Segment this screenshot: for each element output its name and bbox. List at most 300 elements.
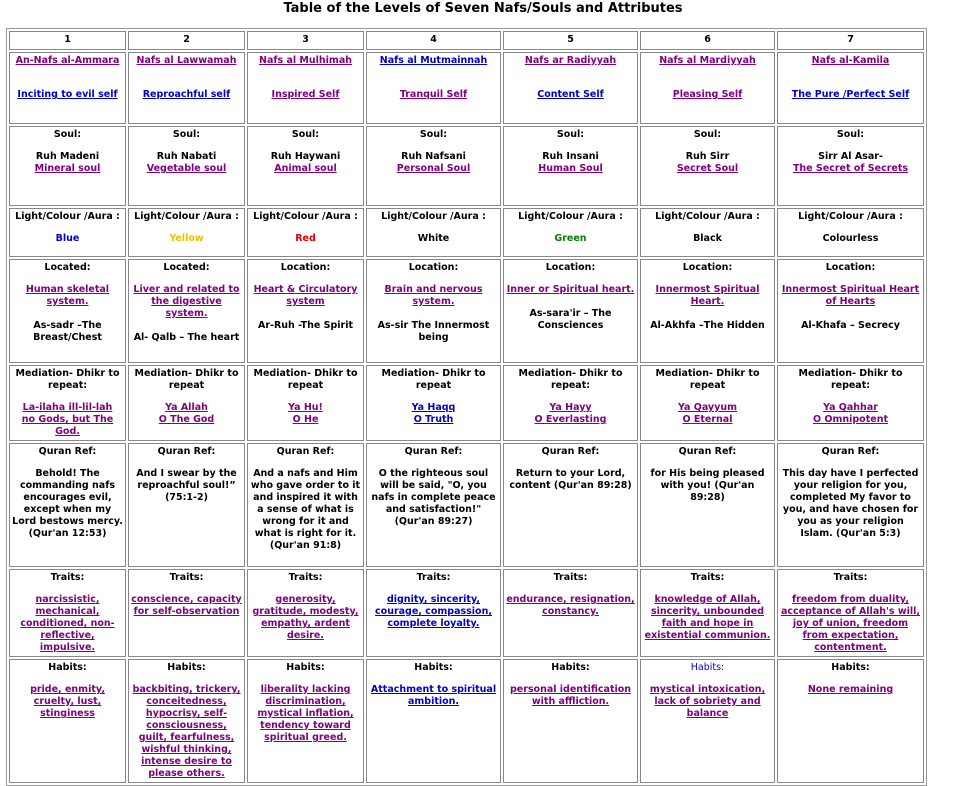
spacer (369, 141, 498, 151)
traits-link[interactable]: conscience, capacity for self-observation (131, 594, 242, 617)
soul-name: Ruh Insani (542, 151, 599, 162)
nafs-meaning-link[interactable]: Inciting to evil self (17, 89, 118, 100)
spacer (506, 223, 635, 233)
cell-quran-3 (247, 443, 364, 567)
location-text: Al-Khafa – Secrecy (801, 320, 900, 331)
habits-link[interactable]: None remaining (807, 684, 894, 695)
quran-label: Quran Ref: (157, 446, 216, 457)
soul-name: Ruh Madeni (35, 151, 100, 162)
cell-soul-6 (640, 126, 775, 206)
location-text: Ar-Ruh -The Spirit (257, 320, 354, 331)
location-text: Al- Qalb – The heart (133, 332, 240, 343)
location-link-wrap (780, 284, 921, 308)
spacer (12, 584, 123, 594)
cell-traits-1 (9, 569, 126, 657)
spacer (643, 274, 772, 284)
nafs-name-link[interactable]: Nafs al Lawwamah (136, 55, 237, 66)
nafs-meaning-link[interactable]: Inspired Self (271, 89, 340, 100)
spacer (643, 674, 772, 684)
cell-name-7 (777, 52, 924, 124)
cell-dhikr-7 (777, 365, 924, 441)
soul-meaning-link[interactable]: Personal Soul (396, 163, 471, 174)
table-row-light (9, 208, 924, 257)
habits-label: Habits: (414, 662, 453, 673)
spacer (780, 584, 921, 594)
cell-light-3 (247, 208, 364, 257)
cell-loc-3 (247, 259, 364, 363)
cell-dhikr-4 (366, 365, 501, 441)
cell-quran-2 (128, 443, 245, 567)
spacer (506, 141, 635, 151)
dhikr-line-wrap (131, 414, 242, 426)
cell-dhikr-1 (9, 365, 126, 441)
light-colour-value: Blue (55, 233, 80, 244)
spacer (250, 674, 361, 684)
habits-label: Habits: (48, 662, 87, 673)
spacer (131, 584, 242, 594)
location-label: Located: (44, 262, 91, 273)
spacer (12, 392, 123, 402)
habits-link[interactable]: personal identification with affliction. (509, 684, 632, 707)
cell-habits-2 (128, 659, 245, 783)
spacer (131, 67, 242, 77)
spacer (250, 458, 361, 468)
spacer (780, 67, 921, 77)
quran-reference: And I swear by the reproachful soul!” (75:1-2) (136, 468, 237, 503)
dhikr-meaning-link[interactable]: O The God (158, 414, 215, 425)
spacer (506, 674, 635, 684)
dhikr-line-wrap (643, 414, 772, 426)
spacer (131, 674, 242, 684)
spacer (780, 141, 921, 151)
cell-dhikr-3 (247, 365, 364, 441)
cell-name-6 (640, 52, 775, 124)
cell-name-3 (247, 52, 364, 124)
cell-loc-2 (128, 259, 245, 363)
quran-reference: Behold! The commanding nafs encourages evil, except when my Lord bestows mercy. (Qur'an 12:53) (12, 468, 123, 539)
soul-label: Soul: (836, 129, 865, 140)
quran-reference: for His being pleased with you! (Qur'an 89:28) (650, 468, 765, 503)
location-text: As-sadr –The Breast/Chest (33, 320, 102, 343)
habits-link[interactable]: pride, enmity, cruelty, lust, stinginess (30, 684, 105, 719)
spacer (131, 392, 242, 402)
soul-meaning-link[interactable]: Animal soul (274, 163, 337, 174)
dhikr-line-wrap (780, 402, 921, 414)
traits-link[interactable]: freedom from duality, acceptance of Allah's will, joy of union, freedom from expectation, contentment. (780, 594, 921, 653)
habits-label: Habits: (831, 662, 870, 673)
soul-name: Ruh Nabati (156, 151, 217, 162)
dhikr-label: Mediation- Dhikr to repeat (253, 368, 358, 391)
cell-quran-7 (777, 443, 924, 567)
spacer (369, 223, 498, 233)
dhikr-line-wrap (250, 414, 361, 426)
soul-label: Soul: (556, 129, 585, 140)
cell-light-5 (503, 208, 638, 257)
spacer (369, 392, 498, 402)
spacer (780, 308, 921, 320)
traits-label: Traits: (169, 572, 204, 583)
dhikr-line-wrap (369, 414, 498, 426)
traits-label: Traits: (416, 572, 451, 583)
soul-meaning-link[interactable]: Human Soul (538, 163, 603, 174)
cell-name-4 (366, 52, 501, 124)
quran-label: Quran Ref: (276, 446, 335, 457)
quran-label: Quran Ref: (821, 446, 880, 457)
nafs-name-link[interactable]: Nafs ar Radiyyah (524, 55, 617, 66)
table-row-quran (9, 443, 924, 567)
spacer (12, 141, 123, 151)
spacer (12, 77, 123, 89)
dhikr-meaning-link[interactable]: O He (292, 414, 319, 425)
spacer (250, 392, 361, 402)
soul-meaning-wrap (12, 163, 123, 175)
nafs-name-link[interactable]: An-Nafs al-Ammara (15, 55, 120, 66)
nafs-meaning-link[interactable]: Tranquil Self (399, 89, 468, 100)
dhikr-line-wrap (506, 402, 635, 414)
dhikr-meaning-link[interactable]: no Gods, but The God. (21, 414, 114, 437)
spacer (250, 67, 361, 77)
cell-traits-3 (247, 569, 364, 657)
soul-meaning-link[interactable]: Mineral soul (34, 163, 101, 174)
soul-meaning-wrap (250, 163, 361, 175)
spacer (369, 274, 498, 284)
traits-link[interactable]: endurance, resignation, constancy. (506, 594, 635, 617)
soul-meaning-link[interactable]: The Secret of Secrets (792, 163, 909, 174)
quran-label: Quran Ref: (404, 446, 463, 457)
spacer (780, 674, 921, 684)
quran-label: Quran Ref: (541, 446, 600, 457)
traits-label: Traits: (50, 572, 85, 583)
cell-light-2 (128, 208, 245, 257)
traits-link[interactable]: narcissistic, mechanical, conditioned, non-reflective, impulsive. (20, 594, 115, 653)
table-row-loc (9, 259, 924, 363)
nafs-meaning-link[interactable]: Content Self (537, 89, 604, 100)
cell-soul-4 (366, 126, 501, 206)
spacer (506, 458, 635, 468)
nafs-meaning-link[interactable]: Pleasing Self (672, 89, 743, 100)
light-label: Light/Colour /Aura : (798, 211, 903, 222)
soul-meaning-wrap (780, 163, 921, 175)
habits-link[interactable]: mystical intoxication, lack of sobriety and balance (649, 684, 766, 719)
dhikr-phrase-link[interactable]: Ya Qayyum (678, 402, 737, 413)
spacer (12, 674, 123, 684)
table-row-soul (9, 126, 924, 206)
spacer (250, 308, 361, 320)
nafs-name-link[interactable]: Nafs al Mulhimah (259, 55, 352, 66)
spacer (643, 308, 772, 320)
habits-link[interactable]: liberality lacking discrimination, mystical inflation, tendency toward spiritual greed. (257, 684, 354, 743)
light-label: Light/Colour /Aura : (253, 211, 358, 222)
table-row-traits (9, 569, 924, 657)
column-number: 2 (183, 34, 190, 45)
quran-reference: And a nafs and Him who gave order to it and inspired it with a sense of what is wrong for it and what is right for it. (Qur'an 91:8) (250, 468, 361, 551)
nafs-table (6, 28, 927, 786)
soul-meaning-link[interactable]: Vegetable soul (146, 163, 227, 174)
location-link[interactable]: Heart & Circulatory system (253, 284, 358, 307)
cell-loc-1 (9, 259, 126, 363)
light-colour-value: Red (295, 233, 316, 244)
location-link-wrap (643, 284, 772, 308)
spacer (506, 584, 635, 594)
cell-num-5 (503, 31, 638, 50)
cell-soul-2 (128, 126, 245, 206)
cell-dhikr-6 (640, 365, 775, 441)
spacer (643, 392, 772, 402)
cell-num-1 (9, 31, 126, 50)
light-colour-value: Black (693, 233, 722, 244)
location-label: Location: (545, 262, 596, 273)
cell-quran-5 (503, 443, 638, 567)
soul-meaning-wrap (369, 163, 498, 175)
soul-label: Soul: (53, 129, 82, 140)
spacer (250, 141, 361, 151)
cell-traits-5 (503, 569, 638, 657)
location-label: Location: (408, 262, 459, 273)
spacer (131, 223, 242, 233)
traits-label: Traits: (553, 572, 588, 583)
dhikr-line-wrap (250, 402, 361, 414)
dhikr-phrase-link[interactable]: Ya Haqq (411, 402, 456, 413)
cell-name-5 (503, 52, 638, 124)
cell-name-2 (128, 52, 245, 124)
cell-habits-4 (366, 659, 501, 783)
cell-traits-2 (128, 569, 245, 657)
habits-link[interactable]: Attachment to spiritual ambition. (370, 684, 497, 707)
location-text: As-sara'ir – The Consciences (529, 308, 612, 331)
spacer (12, 274, 123, 284)
light-label: Light/Colour /Aura : (381, 211, 486, 222)
spacer (131, 274, 242, 284)
location-link-wrap (12, 284, 123, 308)
cell-dhikr-2 (128, 365, 245, 441)
light-label: Light/Colour /Aura : (15, 211, 120, 222)
dhikr-phrase-link[interactable]: Ya Hayy (549, 402, 592, 413)
spacer (506, 296, 635, 308)
spacer (369, 308, 498, 320)
cell-habits-7 (777, 659, 924, 783)
dhikr-line-wrap (369, 402, 498, 414)
nafs-name-link[interactable]: Nafs al Mardiyyah (659, 55, 756, 66)
dhikr-phrase-link[interactable]: La-ilaha ill-lil-lah (22, 402, 113, 413)
cell-habits-6 (640, 659, 775, 783)
cell-num-7 (777, 31, 924, 50)
spacer (506, 67, 635, 77)
spacer (506, 77, 635, 89)
column-number: 3 (302, 34, 309, 45)
table-row-name (9, 52, 924, 124)
soul-name: Ruh Sirr (685, 151, 730, 162)
cell-habits-3 (247, 659, 364, 783)
spacer (643, 77, 772, 89)
location-link-wrap (506, 284, 635, 296)
light-colour-value: Green (554, 233, 587, 244)
spacer (131, 458, 242, 468)
light-label: Light/Colour /Aura : (655, 211, 760, 222)
soul-name: Ruh Nafsani (401, 151, 466, 162)
spacer (643, 584, 772, 594)
quran-label: Quran Ref: (678, 446, 737, 457)
dhikr-meaning-link[interactable]: O Everlasting (534, 414, 607, 425)
location-link-wrap (369, 284, 498, 308)
cell-soul-1 (9, 126, 126, 206)
cell-loc-4 (366, 259, 501, 363)
light-label: Light/Colour /Aura : (134, 211, 239, 222)
dhikr-line-wrap (643, 402, 772, 414)
soul-label: Soul: (291, 129, 320, 140)
location-link-wrap (131, 284, 242, 320)
soul-meaning-link[interactable]: Secret Soul (676, 163, 739, 174)
cell-num-2 (128, 31, 245, 50)
spacer (369, 67, 498, 77)
dhikr-label: Mediation- Dhikr to repeat: (15, 368, 120, 391)
dhikr-line-wrap (12, 402, 123, 414)
cell-light-1 (9, 208, 126, 257)
cell-traits-6 (640, 569, 775, 657)
traits-link[interactable]: knowledge of Allah, sincerity, unbounded faith and hope in existential communion. (644, 594, 771, 641)
spacer (506, 392, 635, 402)
soul-meaning-wrap (643, 163, 772, 175)
quran-label: Quran Ref: (38, 446, 97, 457)
location-link[interactable]: Brain and nervous system. (384, 284, 483, 307)
location-link[interactable]: Human skeletal system. (25, 284, 110, 307)
spacer (369, 77, 498, 89)
soul-name: Ruh Haywani (270, 151, 341, 162)
spacer (780, 223, 921, 233)
soul-meaning-wrap (131, 163, 242, 175)
cell-quran-1 (9, 443, 126, 567)
light-colour-value: White (417, 233, 450, 244)
location-text: Al-Akhfa –The Hidden (650, 320, 765, 331)
cell-loc-5 (503, 259, 638, 363)
spacer (643, 141, 772, 151)
quran-reference: O the righteous soul will be said, "O, you nafs in complete peace and satisfaction!" (Qur'an 89:27) (371, 468, 496, 527)
location-label: Location: (682, 262, 733, 273)
dhikr-phrase-link[interactable]: Ya Hu! (288, 402, 323, 413)
dhikr-label: Mediation- Dhikr to repeat: (798, 368, 903, 391)
cell-soul-3 (247, 126, 364, 206)
column-number: 6 (704, 34, 711, 45)
cell-light-4 (366, 208, 501, 257)
location-link[interactable]: Innermost Spiritual Heart. (655, 284, 760, 307)
nafs-meaning-link[interactable]: Reproachful self (142, 89, 231, 100)
dhikr-label: Mediation- Dhikr to repeat (134, 368, 239, 391)
dhikr-line-wrap (780, 414, 921, 426)
spacer (506, 274, 635, 284)
page-title: Table of the Levels of Seven Nafs/Souls and Attributes (283, 1, 683, 16)
dhikr-label: Mediation- Dhikr to repeat (381, 368, 486, 391)
light-colour-value: Yellow (169, 233, 204, 244)
table-row-num (9, 31, 924, 50)
location-link[interactable]: Inner or Spiritual heart. (506, 284, 635, 295)
cell-num-4 (366, 31, 501, 50)
cell-soul-5 (503, 126, 638, 206)
column-number: 7 (847, 34, 854, 45)
spacer (369, 674, 498, 684)
traits-label: Traits: (288, 572, 323, 583)
spacer (369, 584, 498, 594)
spacer (780, 274, 921, 284)
location-label: Location: (280, 262, 331, 273)
dhikr-phrase-link[interactable]: Ya Allah (165, 402, 208, 413)
traits-label: Traits: (690, 572, 725, 583)
cell-quran-4 (366, 443, 501, 567)
spacer (780, 458, 921, 468)
spacer (131, 77, 242, 89)
spacer (131, 141, 242, 151)
traits-label: Traits: (833, 572, 868, 583)
cell-num-3 (247, 31, 364, 50)
cell-name-1 (9, 52, 126, 124)
spacer (12, 67, 123, 77)
spacer (780, 392, 921, 402)
traits-link[interactable]: generosity, gratitude, modesty, empathy, ardent desire. (252, 594, 359, 641)
traits-link[interactable]: dignity, sincerity, courage, compassion, complete loyalty. (375, 594, 492, 629)
table-row-dhikr (9, 365, 924, 441)
location-text: As-sir The Innermost being (377, 320, 490, 343)
dhikr-meaning-link[interactable]: O Omnipotent (813, 414, 888, 425)
column-number: 1 (64, 34, 71, 45)
habits-label: Habits: (551, 662, 590, 673)
cell-loc-7 (777, 259, 924, 363)
spacer (643, 458, 772, 468)
soul-name: Sirr Al Asar- (818, 151, 883, 162)
nafs-name-link[interactable]: Nafs al Mutmainnah (379, 55, 488, 66)
cell-traits-7 (777, 569, 924, 657)
table-row-habits (9, 659, 924, 783)
quran-reference: This day have I perfected your religion for you, completed My favor to you, and have chosen for you as your religion Islam. (Qur'an 5:3) (782, 468, 919, 539)
soul-label: Soul: (172, 129, 201, 140)
dhikr-label: Mediation- Dhikr to repeat: (518, 368, 623, 391)
dhikr-meaning-link[interactable]: O Eternal (682, 414, 733, 425)
soul-label: Soul: (419, 129, 448, 140)
habits-label: Habits: (167, 662, 206, 673)
nafs-meaning-link[interactable]: The Pure /Perfect Self (791, 89, 910, 100)
light-label: Light/Colour /Aura : (518, 211, 623, 222)
dhikr-line-wrap (506, 414, 635, 426)
dhikr-line-wrap (12, 414, 123, 438)
location-link[interactable]: Liver and related to the digestive system. (133, 284, 240, 319)
spacer (250, 223, 361, 233)
cell-quran-6 (640, 443, 775, 567)
column-number: 5 (567, 34, 574, 45)
cell-traits-4 (366, 569, 501, 657)
cell-habits-1 (9, 659, 126, 783)
spacer (12, 308, 123, 320)
nafs-name-link[interactable]: Nafs al-Kamila (811, 55, 890, 66)
cell-loc-6 (640, 259, 775, 363)
dhikr-line-wrap (131, 402, 242, 414)
spacer (12, 223, 123, 233)
cell-habits-5 (503, 659, 638, 783)
location-link-wrap (250, 284, 361, 308)
spacer (250, 274, 361, 284)
spacer (250, 584, 361, 594)
cell-dhikr-5 (503, 365, 638, 441)
habits-link[interactable]: backbiting, trickery, conceitedness, hypocrisy, self-consciousness, guilt, fearfulness, wishful thinking, intense desire to please others. (132, 684, 241, 779)
spacer (780, 77, 921, 89)
habits-label: Habits: (286, 662, 325, 673)
cell-light-6 (640, 208, 775, 257)
soul-meaning-wrap (506, 163, 635, 175)
quran-reference: Return to your Lord, content (Qur'an 89:28) (509, 468, 632, 491)
dhikr-label: Mediation- Dhikr to repeat (655, 368, 760, 391)
habits-label: Habits: (690, 662, 725, 673)
dhikr-phrase-link[interactable]: Ya Qahhar (823, 402, 878, 413)
dhikr-meaning-link[interactable]: O Truth (413, 414, 454, 425)
location-label: Located: (163, 262, 210, 273)
soul-label: Soul: (693, 129, 722, 140)
location-link[interactable]: Innermost Spiritual Heart of Hearts (781, 284, 920, 307)
